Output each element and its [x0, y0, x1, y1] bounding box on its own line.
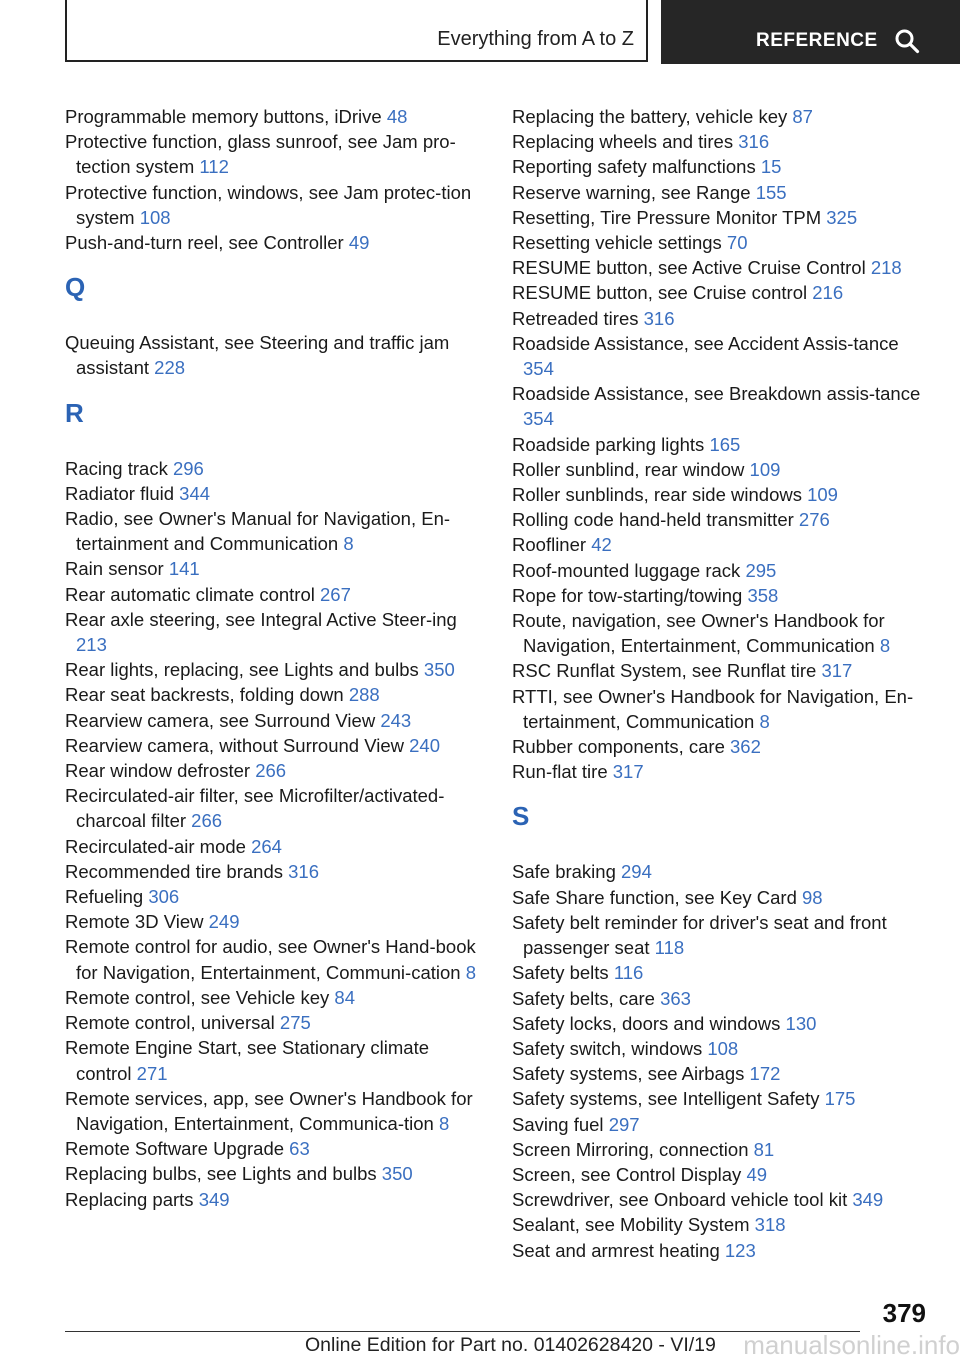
index-entry	[65, 556, 485, 581]
index-entry-text: Recommended tire brands	[65, 860, 289, 882]
page-reference-link[interactable]: 316	[738, 131, 770, 153]
page-reference-link[interactable]: 240	[409, 734, 440, 756]
index-entry	[65, 481, 485, 506]
page-reference-link[interactable]: 87	[792, 106, 813, 127]
index-entry-text: Rolling code hand-held transmitter	[512, 509, 799, 531]
index-entry-text: Rain sensor	[65, 558, 169, 580]
page-reference-link[interactable]: 123	[724, 1239, 756, 1261]
page-reference-link[interactable]: 306	[148, 886, 180, 908]
page-reference-link[interactable]: 275	[279, 1012, 311, 1034]
page-reference-link[interactable]: 294	[621, 861, 652, 883]
page-reference-link[interactable]: 354	[523, 358, 554, 380]
index-entry-text: Recirculated-air mode	[65, 835, 252, 857]
index-entry-text: Replacing the battery, vehicle key	[512, 106, 793, 127]
page-reference-link[interactable]: 49	[746, 1163, 768, 1185]
index-entry-text: Radio, see Owner's Manual for Navigation, En-tertainment and Communication	[65, 508, 451, 555]
index-entry	[65, 884, 485, 909]
index-entry	[512, 1238, 932, 1263]
page-reference-link[interactable]: 288	[348, 684, 380, 706]
page-reference-link[interactable]: 216	[812, 282, 844, 304]
index-entry-text: Remote services, app, see Owner's Handbook for Navigation, Entertainment, Communica-tion	[65, 1087, 473, 1134]
index-entry	[512, 331, 932, 381]
index-entry	[512, 658, 932, 683]
index-column-right	[512, 104, 932, 1263]
page-reference-link[interactable]: 249	[208, 911, 240, 933]
index-entry-text: Resetting, Tire Pressure Monitor TPM	[512, 206, 827, 228]
page-reference-link[interactable]: 349	[198, 1188, 230, 1210]
index-entry	[512, 1137, 932, 1162]
page-reference-link[interactable]: 276	[798, 509, 830, 531]
page-reference-link[interactable]: 316	[288, 860, 320, 882]
page-reference-link[interactable]: 8	[438, 1112, 450, 1134]
page-reference-link[interactable]: 8	[465, 961, 476, 983]
page-reference-link[interactable]: 316	[643, 307, 675, 329]
index-entry	[512, 1011, 932, 1036]
index-entry-text: Push-and-turn reel, see Controller	[65, 232, 349, 254]
index-entry-text: Screen Mirroring, connection	[512, 1138, 754, 1160]
index-entry-text: Replacing bulbs, see Lights and bulbs	[65, 1163, 382, 1185]
page-reference-link[interactable]: 98	[802, 886, 823, 908]
index-entry	[65, 834, 485, 859]
index-entry-text: Safety systems, see Intelligent Safety	[512, 1088, 825, 1110]
index-entry	[512, 910, 932, 960]
index-entry	[512, 960, 932, 985]
index-entry	[65, 456, 485, 481]
page-reference-link[interactable]: 267	[320, 583, 351, 605]
index-entry-text: Rear window defroster	[65, 760, 256, 782]
page-reference-link[interactable]: 350	[423, 659, 455, 681]
index-letter-heading: Q	[65, 272, 86, 303]
index-entry	[65, 758, 485, 783]
section-title: Everything from A to Z	[437, 28, 634, 50]
index-entry-text: Seat and armrest heating	[512, 1239, 725, 1261]
index-entry	[65, 682, 485, 707]
index-entry-text: Rearview camera, without Surround View	[65, 734, 410, 756]
index-entry	[512, 507, 932, 532]
index-entry	[65, 783, 485, 833]
index-entry-text: RSC Runflat System, see Runflat tire	[512, 660, 822, 682]
index-entry-text: Roadside parking lights	[512, 433, 710, 455]
index-entry-text: Remote Engine Start, see Stationary climate control	[65, 1037, 430, 1084]
index-entry-text: Safety belts, care	[512, 987, 661, 1009]
index-entry	[512, 885, 932, 910]
page-reference-link[interactable]: 8	[343, 533, 354, 555]
index-entry	[512, 583, 932, 608]
page-reference-link[interactable]: 155	[755, 181, 787, 203]
page-reference-link[interactable]: 109	[807, 484, 838, 506]
page-reference-link[interactable]: 264	[251, 835, 282, 857]
index-entry	[512, 1061, 932, 1086]
index-entry	[512, 608, 932, 658]
page-reference-link[interactable]: 70	[726, 232, 748, 254]
page-reference-link[interactable]: 165	[709, 433, 741, 455]
index-entry-text: Radiator fluid	[65, 482, 180, 504]
index-entry	[512, 1187, 932, 1212]
page-reference-link[interactable]: 266	[255, 760, 287, 782]
index-entry-text: Safety systems, see Airbags	[512, 1063, 750, 1085]
index-entry	[65, 582, 485, 607]
index-entry	[512, 205, 932, 230]
page-reference-link[interactable]: 48	[386, 106, 408, 127]
index-entry-text: Protective function, glass sunroof, see Jam pro-tection system	[65, 131, 456, 178]
page-reference-link[interactable]: 218	[870, 257, 902, 279]
index-entry	[512, 734, 932, 759]
index-entry	[512, 558, 932, 583]
footer-watermark: manualsonline.info	[743, 1330, 960, 1360]
index-entry	[512, 180, 932, 205]
index-entry	[512, 129, 932, 154]
index-entry	[65, 129, 485, 179]
page-reference-link[interactable]: 63	[289, 1138, 310, 1160]
page-reference-link[interactable]: 8	[879, 635, 891, 657]
index-entry-text: RESUME button, see Active Cruise Control	[512, 257, 871, 279]
index-entry-text: Refueling	[65, 886, 149, 908]
index-entry-text: Rear lights, replacing, see Lights and bulbs	[65, 659, 424, 681]
index-entry-text: Safety belt reminder for driver's seat and front passenger seat	[512, 911, 887, 959]
page-reference-link[interactable]: 362	[730, 736, 761, 758]
index-entry-text: Programmable memory buttons, iDrive	[65, 106, 387, 127]
index-entry	[512, 1086, 932, 1111]
page-reference-link[interactable]: 213	[76, 634, 107, 656]
index-entry-text: Rubber components, care	[512, 736, 731, 758]
index-entry-text: Rear automatic climate control	[65, 583, 320, 605]
index-entry	[65, 708, 485, 733]
index-entry	[512, 255, 932, 280]
index-entry	[65, 909, 485, 934]
index-column-left	[65, 104, 485, 1212]
page-reference-link[interactable]: 317	[821, 660, 853, 682]
index-letter-heading: S	[512, 801, 530, 832]
index-entry-text: Remote 3D View	[65, 911, 209, 933]
page-reference-link[interactable]: 354	[523, 408, 554, 430]
index-entry-text: Roadside Assistance, see Accident Assis-tance	[512, 332, 899, 354]
index-entry	[512, 482, 932, 507]
index-entry	[512, 306, 932, 331]
index-entry	[65, 657, 485, 682]
index-letter-heading: R	[65, 397, 84, 428]
index-entry-text: Rear seat backrests, folding down	[65, 684, 349, 706]
page-reference-link[interactable]: 296	[172, 457, 204, 479]
page-reference-link[interactable]: 112	[199, 156, 229, 178]
index-entry	[65, 733, 485, 758]
page-reference-link[interactable]: 109	[749, 458, 781, 480]
index-entry	[512, 381, 932, 431]
index-entry	[65, 230, 485, 255]
index-entry-text: Queuing Assistant, see Steering and traffic jam assistant	[65, 332, 450, 379]
index-entry	[512, 859, 932, 884]
index-entry	[65, 607, 485, 657]
index-entry-text: RTTI, see Owner's Handbook for Navigation, En-tertainment, Communication	[512, 685, 914, 732]
index-entry	[512, 1112, 932, 1137]
index-entry	[65, 1136, 485, 1161]
page-reference-link[interactable]: 297	[608, 1113, 640, 1135]
index-entry	[512, 684, 932, 734]
index-entry-text: Safe braking	[512, 861, 622, 883]
index-entry	[65, 330, 485, 380]
index-entry	[65, 1187, 485, 1212]
index-entry-text: Protective function, windows, see Jam protec-tion system	[65, 181, 472, 228]
index-entry-text: Remote Software Upgrade	[65, 1138, 290, 1160]
index-entry-text: Safety switch, windows	[512, 1037, 708, 1059]
index-entry	[65, 180, 485, 230]
index-entry-text: Route, navigation, see Owner's Handbook for Navigation, Entertainment, Communication	[512, 610, 885, 657]
page-reference-link[interactable]: 349	[852, 1189, 884, 1211]
index-entry	[65, 104, 485, 129]
index-entry-text: Sealant, see Mobility System	[512, 1214, 755, 1236]
index-entry	[512, 986, 932, 1011]
footer-divider	[65, 1331, 860, 1332]
page-header	[0, 0, 960, 66]
page-reference-link[interactable]: 172	[749, 1063, 781, 1085]
page-reference-link[interactable]: 118	[654, 937, 685, 959]
page-reference-link[interactable]: 130	[785, 1012, 817, 1034]
index-entry	[65, 985, 485, 1010]
index-entry-text: Replacing wheels and tires	[512, 131, 739, 153]
index-entry-text: Safety locks, doors and windows	[512, 1012, 786, 1034]
index-entry	[65, 1086, 485, 1136]
page-reference-link[interactable]: 8	[759, 710, 770, 732]
page-number: 379	[882, 1298, 926, 1328]
page-reference-link[interactable]: 363	[660, 987, 691, 1009]
index-entry-text: Resetting vehicle settings	[512, 232, 727, 254]
page-reference-link[interactable]: 266	[191, 810, 223, 832]
section-tab	[65, 0, 648, 62]
page-reference-link[interactable]: 243	[380, 709, 412, 731]
footer-edition: Online Edition for Part no. 01402628420 - VI/19	[305, 1334, 716, 1356]
index-entry-text: Recirculated-air filter, see Microfilter/activated-charcoal filter	[65, 785, 445, 832]
index-entry	[512, 759, 932, 784]
index-entry-text: Roofliner	[512, 534, 592, 556]
index-entry-text: Rear axle steering, see Integral Active Steer-ing	[65, 608, 457, 630]
page-reference-link[interactable]: 15	[760, 156, 782, 178]
index-entry-text: Reserve warning, see Range	[512, 181, 756, 203]
page-reference-link[interactable]: 317	[612, 761, 644, 783]
index-entry	[512, 532, 932, 557]
index-entry-text: Saving fuel	[512, 1113, 609, 1135]
page-reference-link[interactable]: 228	[154, 357, 186, 379]
index-entry-text: Replacing parts	[65, 1188, 199, 1210]
page-reference-link[interactable]: 295	[745, 559, 777, 581]
chapter-banner[interactable]	[661, 0, 960, 64]
page-reference-link[interactable]: 84	[334, 986, 355, 1008]
index-entry-text: Remote control, universal	[65, 1012, 280, 1034]
page-reference-link[interactable]: 49	[348, 232, 370, 254]
page-reference-link[interactable]: 108	[707, 1037, 739, 1059]
index-entry-text: RESUME button, see Cruise control	[512, 282, 813, 304]
index-entry	[512, 432, 932, 457]
index-entry	[65, 1035, 485, 1085]
index-entry	[65, 1161, 485, 1186]
page-reference-link[interactable]: 350	[381, 1163, 413, 1185]
index-entry	[512, 1036, 932, 1061]
page-reference-link[interactable]: 318	[754, 1214, 786, 1236]
index-entry	[512, 104, 932, 129]
index-entry-text: Safe Share function, see Key Card	[512, 886, 803, 908]
index-entry	[512, 1212, 932, 1237]
index-entry	[65, 506, 485, 556]
search-icon[interactable]	[894, 28, 920, 54]
page-reference-link[interactable]: 358	[747, 584, 779, 606]
index-entry	[65, 1010, 485, 1035]
index-entry-text: Safety belts	[512, 962, 614, 984]
index-entry-text: Screwdriver, see Onboard vehicle tool kit	[512, 1189, 853, 1211]
page-reference-link[interactable]: 81	[753, 1138, 775, 1160]
index-entry	[65, 934, 485, 984]
index-entry-text: Rope for tow-starting/towing	[512, 584, 748, 606]
index-entry-text: Screen, see Control Display	[512, 1163, 747, 1185]
page-reference-link[interactable]: 344	[179, 482, 211, 504]
page-reference-link[interactable]: 42	[591, 534, 612, 556]
index-entry	[65, 859, 485, 884]
page-reference-link[interactable]: 108	[139, 206, 171, 228]
page-reference-link[interactable]: 175	[824, 1088, 856, 1110]
index-entry-text: Roadside Assistance, see Breakdown assis-tance	[512, 383, 921, 405]
index-entry-text: Roller sunblinds, rear side windows	[512, 484, 808, 506]
index-entry-text: Retreaded tires	[512, 307, 644, 329]
chapter-title: REFERENCE	[756, 30, 878, 51]
index-entry-text: Racing track	[65, 457, 173, 479]
index-entry-text: Remote control, see Vehicle key	[65, 986, 335, 1008]
page-reference-link[interactable]: 325	[826, 206, 858, 228]
index-entry-text: Roof-mounted luggage rack	[512, 559, 746, 581]
page-reference-link[interactable]: 271	[136, 1062, 168, 1084]
index-entry	[512, 154, 932, 179]
index-entry-text: Rearview camera, see Surround View	[65, 709, 381, 731]
index-entry-text: Reporting safety malfunctions	[512, 156, 761, 178]
index-entry	[512, 280, 932, 305]
index-entry	[512, 457, 932, 482]
page-reference-link[interactable]: 116	[613, 962, 644, 984]
index-entry	[512, 230, 932, 255]
page-reference-link[interactable]: 141	[168, 558, 200, 580]
index-entry-text: Remote control for audio, see Owner's Hand-book for Navigation, Entertainment, Communi-cation	[65, 936, 476, 983]
index-entry	[512, 1162, 932, 1187]
index-entry-text: Roller sunblind, rear window	[512, 458, 750, 480]
index-entry-text: Run-flat tire	[512, 761, 613, 783]
